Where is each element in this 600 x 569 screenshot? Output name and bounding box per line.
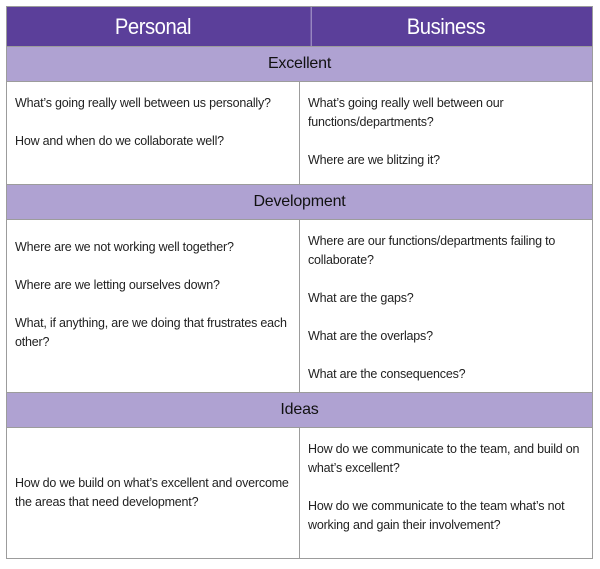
- question: What are the consequences?: [308, 367, 466, 381]
- question: How do we communicate to the team what’s not working and gain their involvement?: [308, 499, 565, 532]
- section-ideas: Ideas: [7, 392, 592, 427]
- ideas-personal-cell: [7, 428, 299, 558]
- question: What’s going really well between our functions/departments?: [308, 96, 504, 129]
- question: What are the overlaps?: [308, 329, 433, 343]
- question: How do we build on what’s excellent and overcome the areas that need development?: [15, 476, 289, 509]
- question: What, if anything, are we doing that frustrates each other?: [15, 316, 287, 349]
- question: What are the gaps?: [308, 291, 414, 305]
- question: Where are we not working well together?: [15, 240, 234, 254]
- excellent-business-cell: [299, 82, 592, 184]
- section-excellent: Excellent: [7, 46, 592, 81]
- ideas-business-cell: [299, 428, 592, 558]
- development-business-cell: [299, 220, 592, 392]
- header-row: [7, 7, 592, 46]
- question: Where are we letting ourselves down?: [15, 278, 220, 292]
- comparison-table: [6, 6, 593, 559]
- ideas-row: [7, 427, 592, 558]
- question: What’s going really well between us personally?: [15, 96, 271, 110]
- development-personal-cell: [7, 220, 299, 392]
- business-header: Business: [311, 7, 581, 46]
- personal-header: Personal: [114, 13, 192, 39]
- question: Where are we blitzing it?: [308, 153, 440, 167]
- section-development: Development: [7, 184, 592, 219]
- excellent-personal-cell: [7, 82, 299, 184]
- question: How and when do we collaborate well?: [15, 134, 224, 148]
- development-row: [7, 219, 592, 392]
- question: Where are our functions/departments failing to collaborate?: [308, 234, 556, 267]
- excellent-row: [7, 81, 592, 184]
- question: How do we communicate to the team, and build on what’s excellent?: [308, 442, 580, 475]
